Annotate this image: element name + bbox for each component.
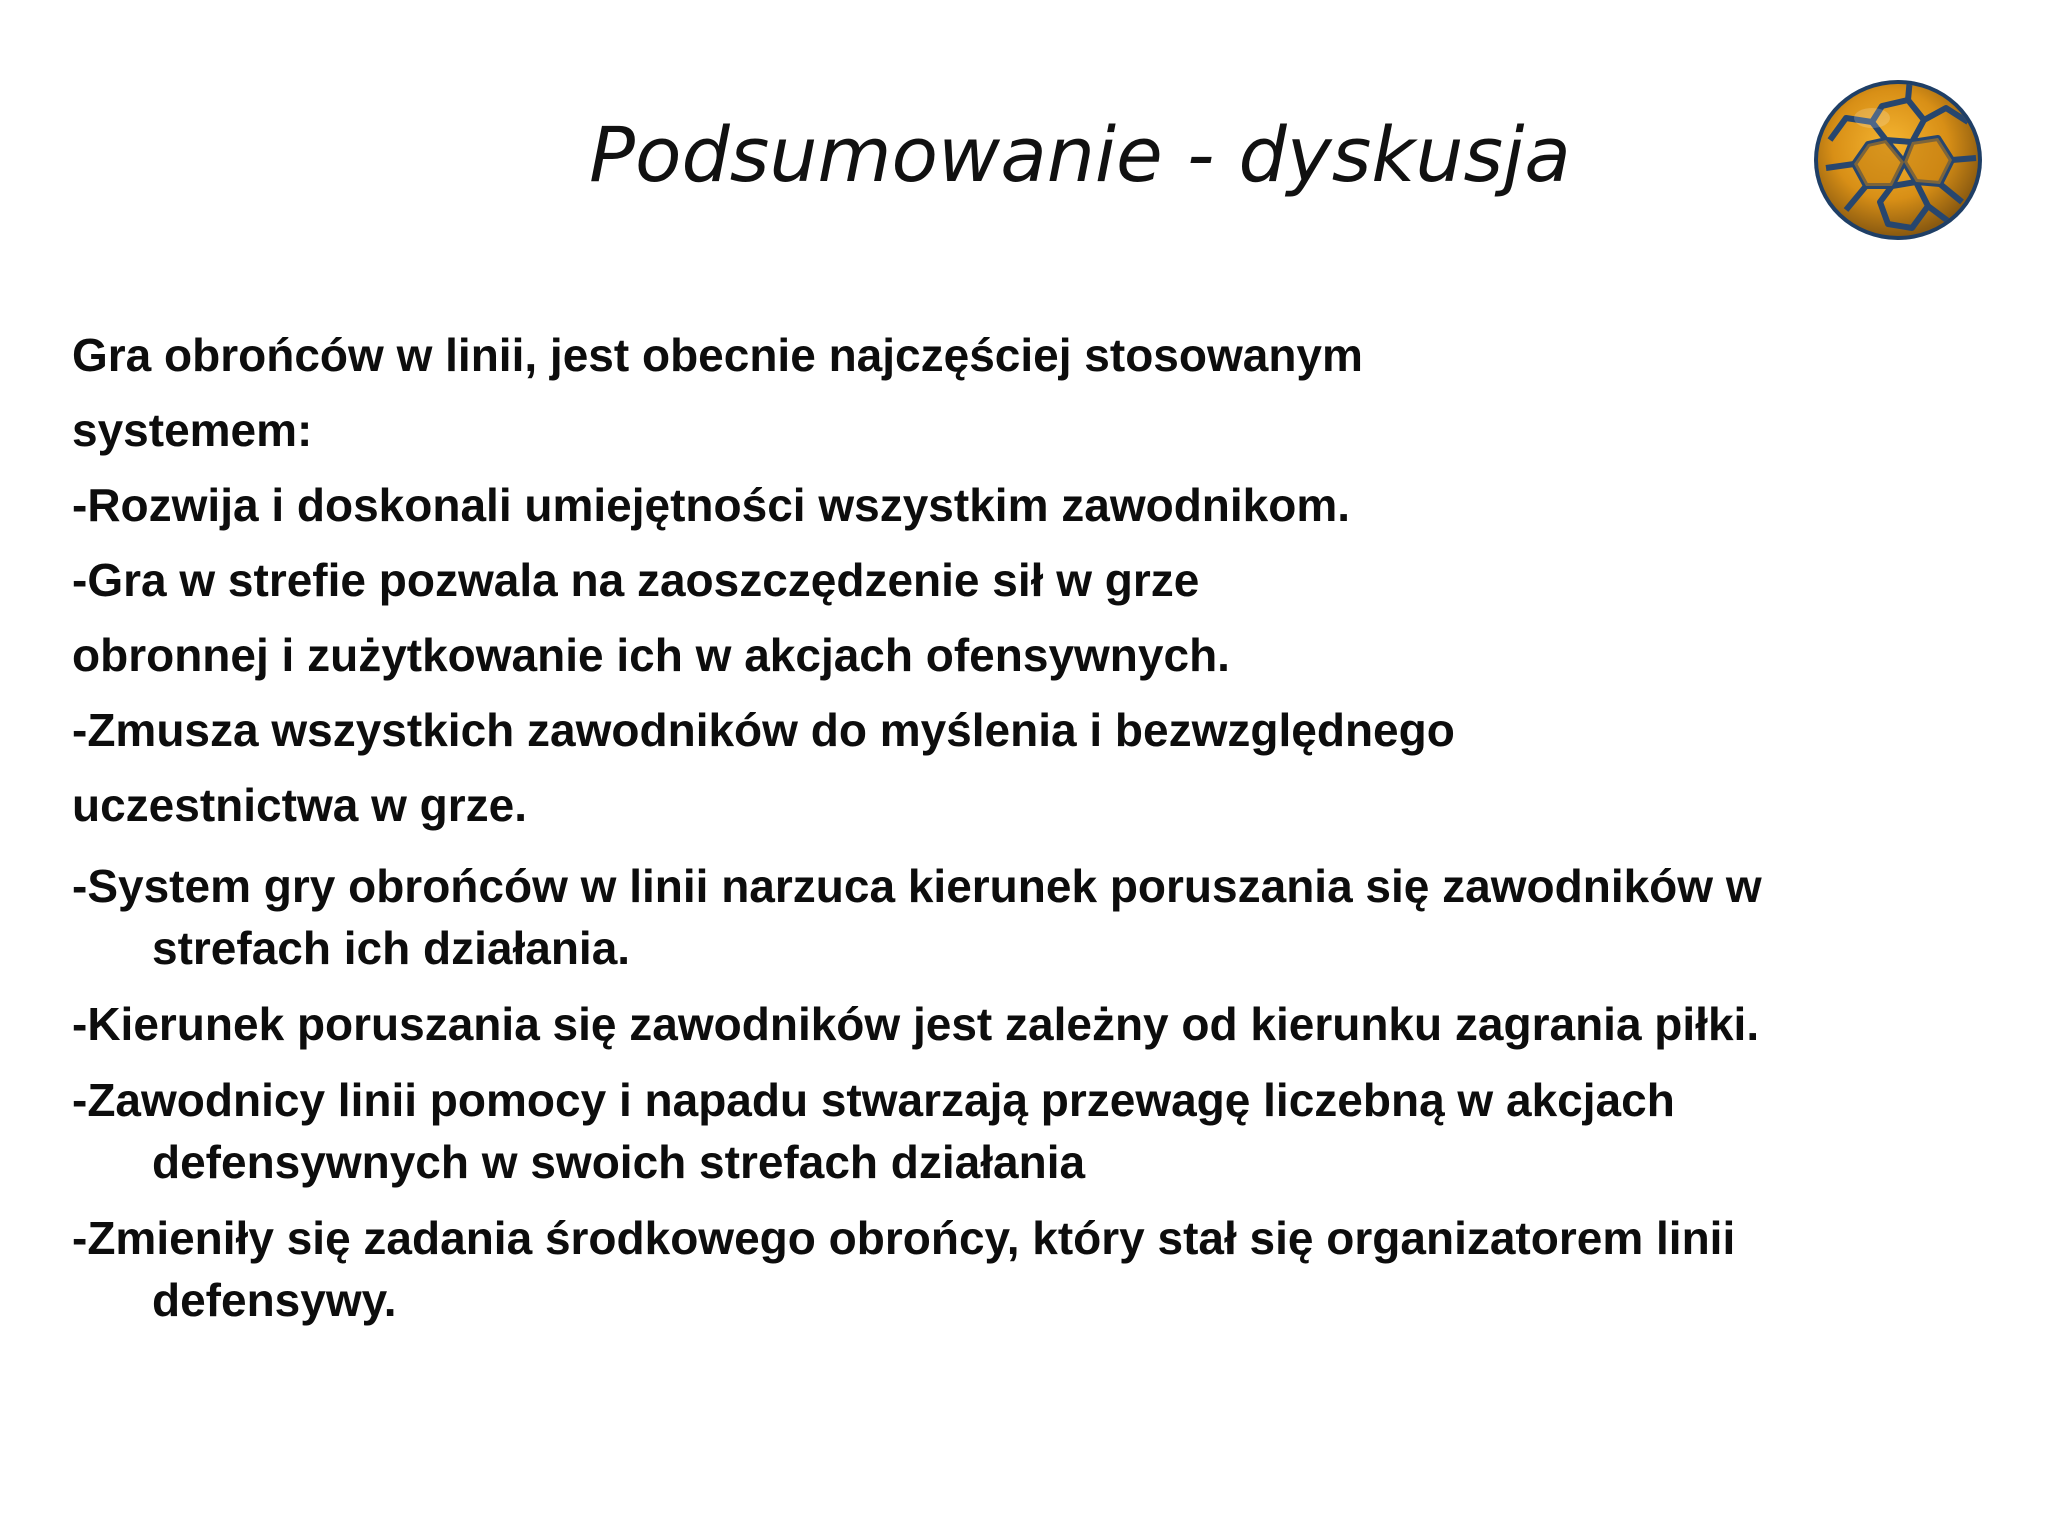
bullet-item: -System gry obrońców w linii narzuca kierunek poruszania się zawodników w strefach ich działania.	[72, 860, 1762, 974]
body-line: obronnej i zużytkowanie ich w akcjach ofensywnych.	[72, 629, 1230, 681]
body-line: -Rozwija i doskonali umiejętności wszystkim zawodnikom.	[72, 479, 1351, 531]
body-line: -Gra w strefie pozwala na zaoszczędzenie sił w grze	[72, 554, 1200, 606]
soccer-ball-icon	[1812, 78, 1984, 242]
bullet-item: -Zmieniły się zadania środkowego obrońcy, który stał się organizatorem linii defensywy.	[72, 1212, 1736, 1326]
body-line: systemem:	[72, 404, 313, 456]
bullet-item: -Zawodnicy linii pomocy i napadu stwarzają przewagę liczebną w akcjach defensywnych w swoich strefach działania	[72, 1074, 1675, 1188]
slide-body	[72, 318, 1992, 1331]
body-line: -Zmusza wszystkich zawodników do myślenia i bezwzględnego	[72, 704, 1455, 756]
body-line: Gra obrońców w linii, jest obecnie najczęściej stosowanym	[72, 329, 1363, 381]
slide-title: Podsumowanie - dyskusja	[589, 110, 1571, 199]
body-line: uczestnictwa w grze.	[72, 779, 528, 831]
bullet-item: -Kierunek poruszania się zawodników jest zależny od kierunku zagrania piłki.	[72, 998, 1760, 1050]
